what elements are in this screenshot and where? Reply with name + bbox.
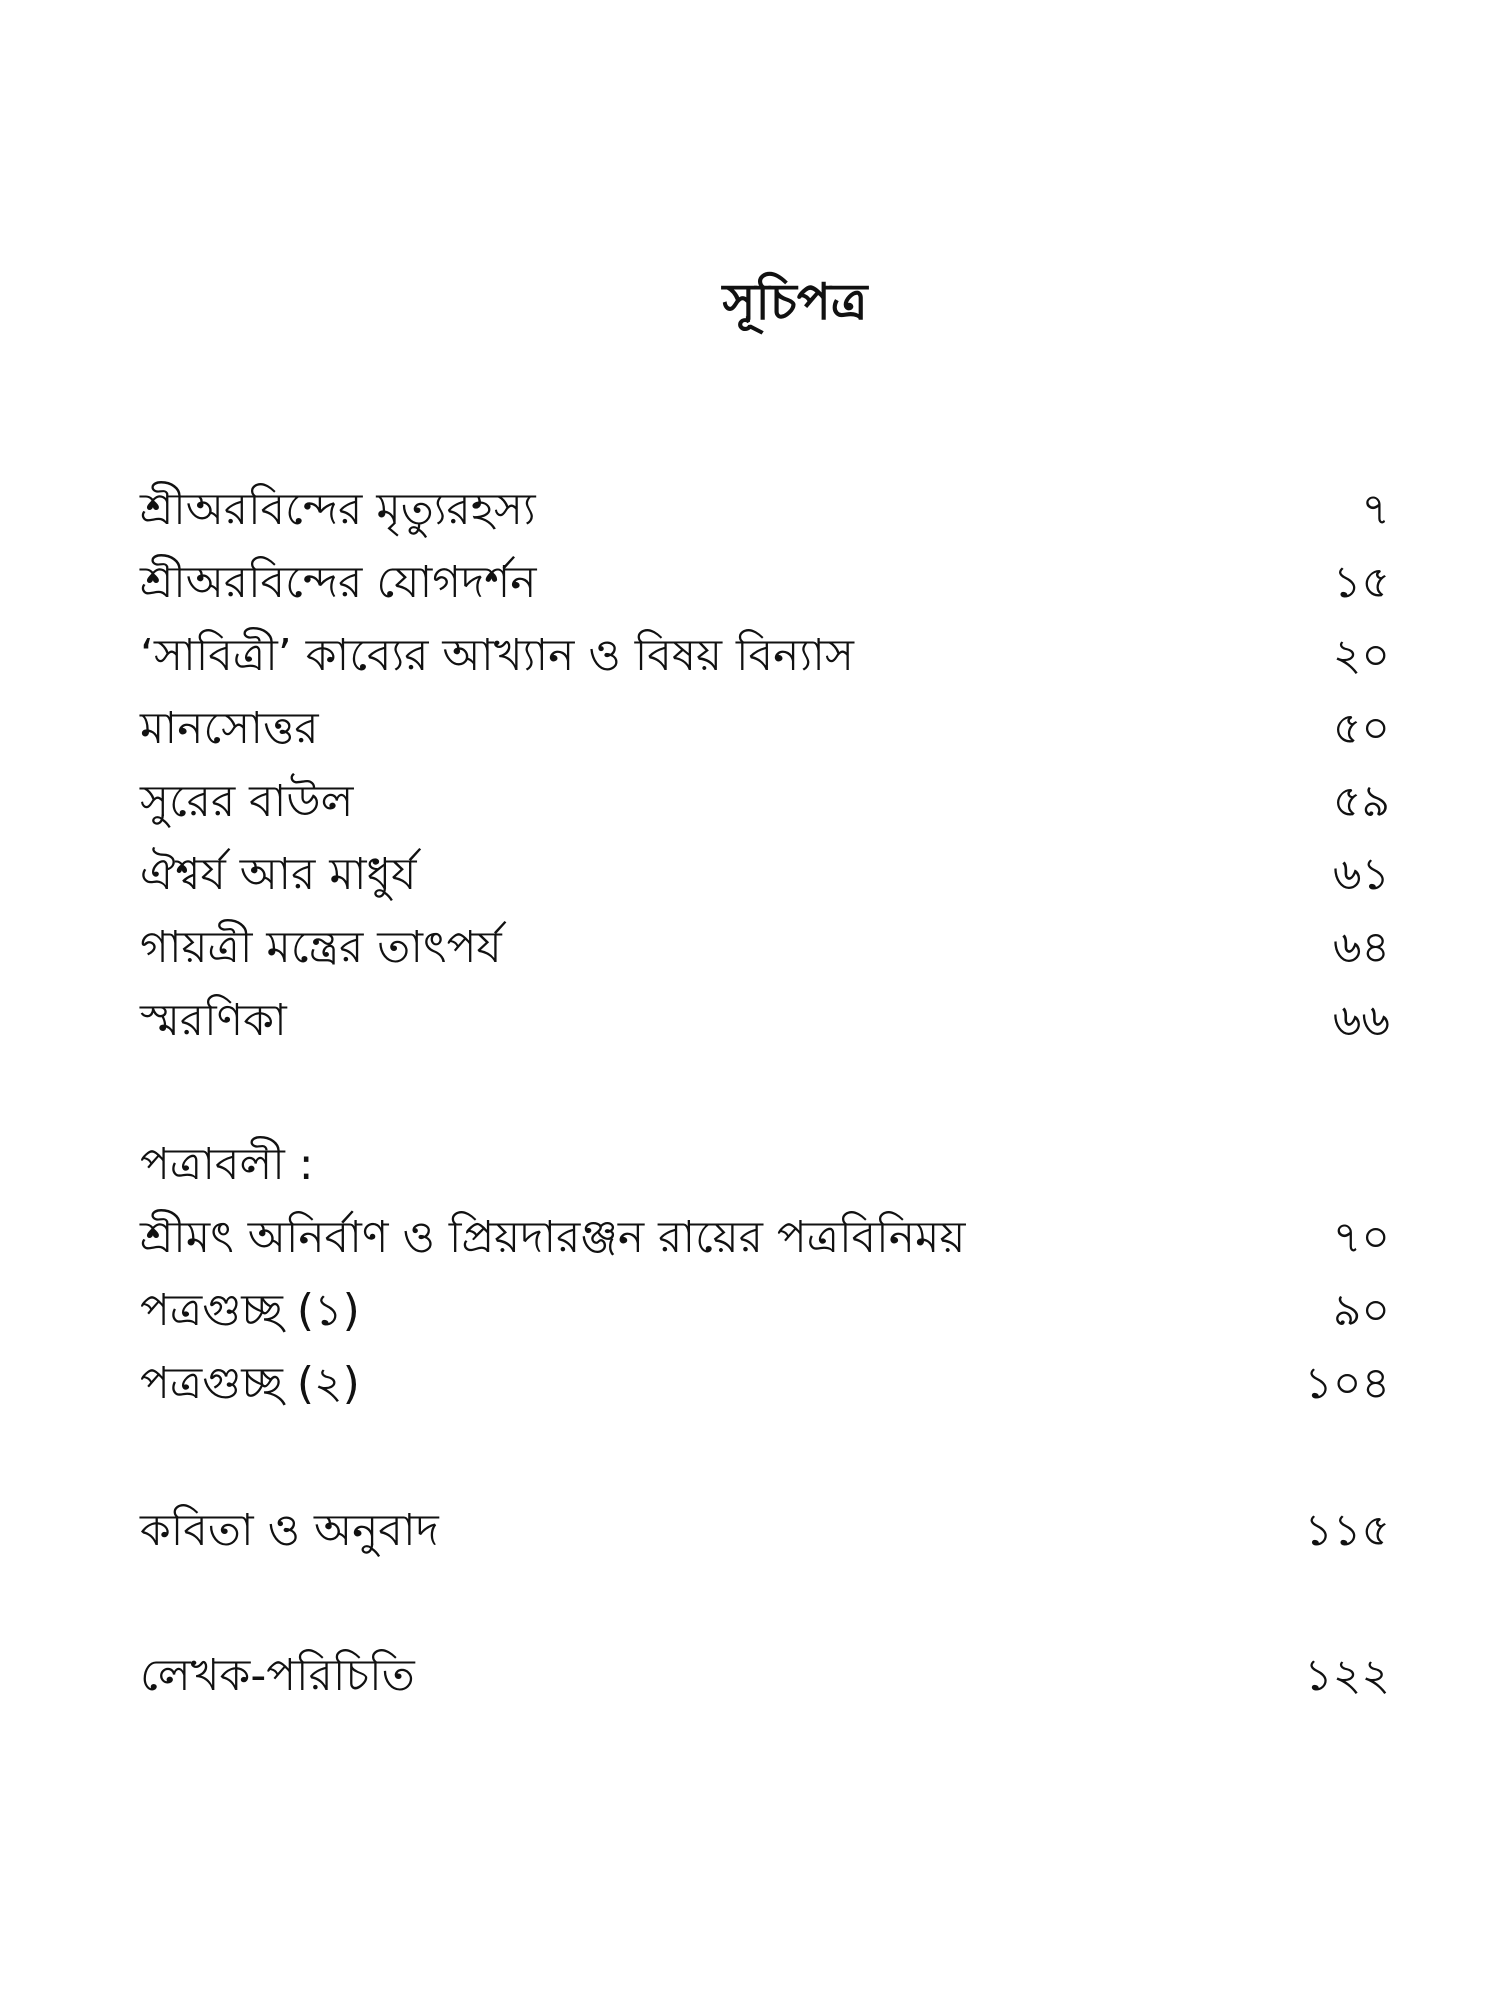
letters-section-heading (140, 1130, 1390, 1200)
toc-entry-title: ‘সাবিত্রী’ কাব্যের আখ্যান ও বিষয় বিন্যাস (140, 630, 854, 681)
toc-entry-title: গায়ত্রী মন্ত্রের তাৎপর্য (140, 922, 502, 973)
toc-entry-page-number: ৭০ (1332, 1212, 1390, 1263)
toc-entry (140, 840, 1390, 910)
toc-entry-page-number: ৫৯ (1332, 776, 1390, 827)
toc-entry (140, 621, 1390, 691)
toc-entry (140, 913, 1390, 983)
toc-entry (140, 1203, 1390, 1273)
toc-entry (140, 1641, 1390, 1711)
section-heading-text: পত্রাবলী : (140, 1139, 314, 1190)
toc-entry-page-number: ৯০ (1332, 1285, 1390, 1336)
toc-entry-page-number: ৭ (1361, 484, 1390, 535)
toc-entry-title: শ্রীমৎ অনির্বাণ ও প্রিয়দারঞ্জন রায়ের পত্রবিনিময় (140, 1212, 966, 1263)
toc-entry-page-number: ৫০ (1332, 703, 1390, 754)
toc-entry (140, 767, 1390, 837)
toc-entry (140, 548, 1390, 618)
toc-entry-title: মানসোত্তর (140, 703, 319, 754)
toc-entry (140, 986, 1390, 1056)
toc-entry-page-number: ৬১ (1332, 849, 1390, 900)
toc-entry-page-number: ১২২ (1304, 1650, 1390, 1701)
toc-entry (140, 1276, 1390, 1346)
toc-entry-page-number: ৬৬ (1332, 995, 1390, 1046)
toc-entry-page-number: ১১৫ (1304, 1505, 1390, 1556)
toc-entry-title: কবিতা ও অনুবাদ (140, 1505, 439, 1556)
toc-entry-title: শ্রীঅরবিন্দের যোগদর্শন (140, 557, 537, 608)
toc-entry-title: পত্রগুচ্ছ (১) (140, 1285, 360, 1336)
toc-entry-title: স্মরণিকা (140, 995, 287, 1046)
toc-entry (140, 475, 1390, 545)
toc-entry-page-number: ১৫ (1332, 557, 1390, 608)
toc-entry-title: পত্রগুচ্ছ (২) (140, 1358, 360, 1409)
toc-entry (140, 694, 1390, 764)
toc-entry (140, 1496, 1390, 1566)
toc-entry-page-number: ৬৪ (1332, 922, 1390, 973)
toc-entry-page-number: ২০ (1332, 630, 1390, 681)
toc-entry-page-number: ১০৪ (1304, 1358, 1390, 1409)
toc-entry-title: সুরের বাউল (140, 776, 354, 827)
toc-entry-title: লেখক-পরিচিতি (140, 1650, 415, 1701)
toc-entry (140, 1349, 1390, 1419)
toc-entry-title: ঐশ্বর্য আর মাধুর্য (140, 849, 417, 900)
page-title: সূচিপত্র (722, 273, 868, 331)
toc-entry-title: শ্রীঅরবিন্দের মৃত্যুরহস্য (140, 484, 536, 535)
